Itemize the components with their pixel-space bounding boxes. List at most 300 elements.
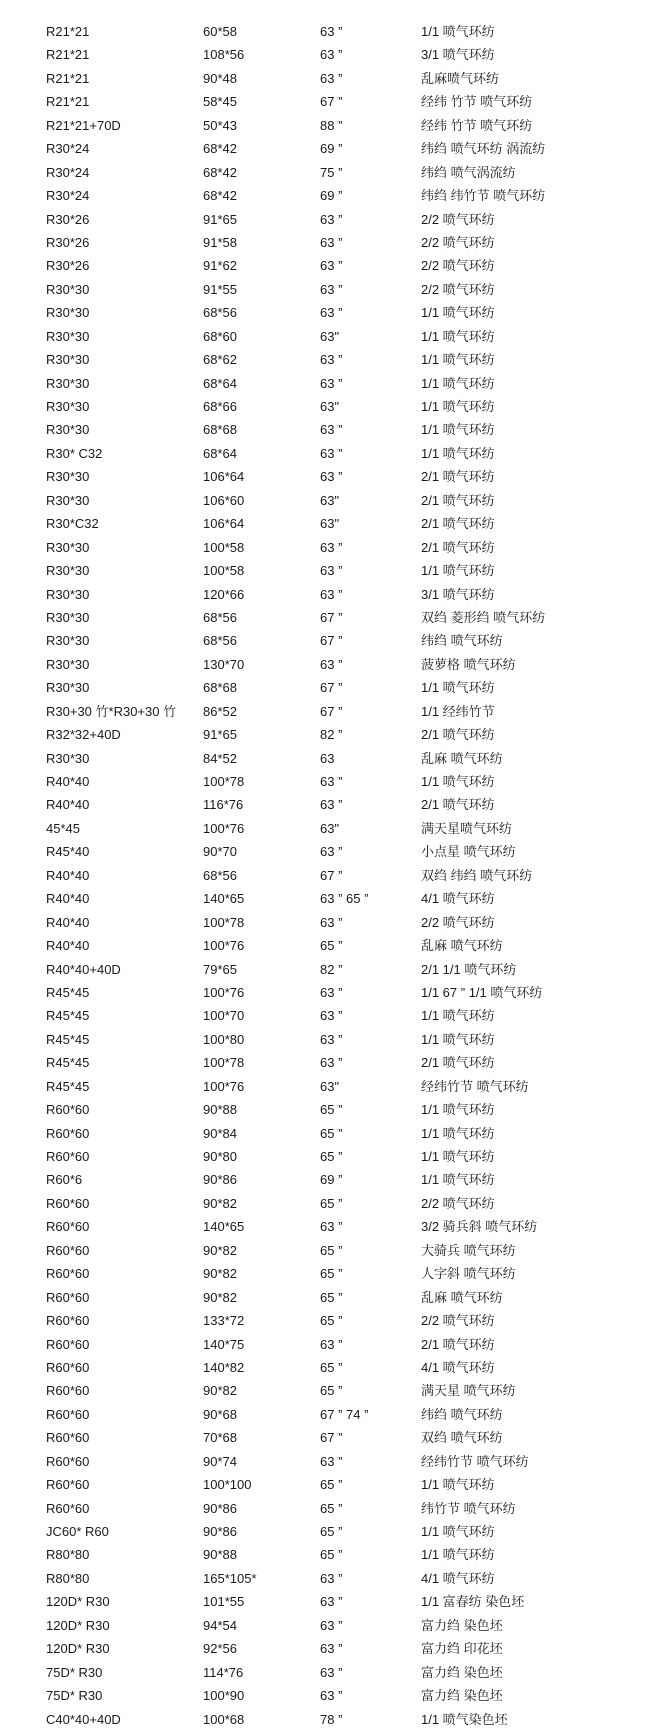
density-cell: 91*62 <box>203 258 237 274</box>
yarn-count-cell: R30*30 <box>46 680 90 696</box>
yarn-count-cell: R30*24 <box>46 164 90 180</box>
weave-description-cell: 人字斜 喷气环纺 <box>421 1266 516 1282</box>
density-cell: 100*70 <box>203 1008 245 1024</box>
width-cell: 63 ” <box>320 1008 343 1024</box>
yarn-count-cell: R60*6 <box>46 1172 83 1188</box>
density-cell: 94*54 <box>203 1617 237 1633</box>
width-cell: 63 ” <box>320 305 343 321</box>
table-row <box>0 606 661 629</box>
density-cell: 90*84 <box>203 1125 237 1141</box>
width-cell: 63 ” <box>320 1570 343 1586</box>
width-cell: 63 ” <box>320 234 343 250</box>
weave-description-cell: 2/1 喷气环纺 <box>421 492 495 508</box>
density-cell: 165*105* <box>203 1570 257 1586</box>
density-cell: 70*68 <box>203 1430 237 1446</box>
density-cell: 116*76 <box>203 797 244 813</box>
yarn-count-cell: R60*60 <box>46 1313 90 1329</box>
density-cell: 84*52 <box>203 750 237 766</box>
table-row <box>0 1661 661 1684</box>
table-row <box>0 583 661 606</box>
table-row <box>0 793 661 816</box>
table-row <box>0 840 661 863</box>
width-cell: 65 ” <box>320 1477 343 1493</box>
density-cell: 140*82 <box>203 1359 245 1375</box>
yarn-count-cell: R60*60 <box>46 1406 90 1422</box>
density-cell: 100*58 <box>203 563 245 579</box>
yarn-count-cell: R40*40 <box>46 774 90 789</box>
width-cell: 63 ” <box>320 563 343 579</box>
density-cell: 68*68 <box>203 422 237 438</box>
width-cell: 63 ” <box>320 1617 343 1633</box>
table-row <box>0 1567 661 1590</box>
weave-description-cell: 乱麻 喷气环纺 <box>421 1289 503 1305</box>
table-row <box>0 1426 661 1449</box>
width-cell: 65 ” <box>320 1195 343 1211</box>
width-cell: 65 ” <box>320 1242 343 1258</box>
density-cell: 90*82 <box>203 1289 237 1305</box>
weave-description-cell: 经纬竹节 喷气环纺 <box>421 1078 529 1094</box>
table-row <box>0 1637 661 1660</box>
density-cell: 100*68 <box>203 1711 245 1727</box>
density-cell: 100*76 <box>203 984 245 1000</box>
yarn-count-cell: R30*C32 <box>46 516 99 532</box>
table-row <box>0 1028 661 1051</box>
width-cell: 67 ” <box>320 680 343 696</box>
table-row <box>0 1614 661 1637</box>
weave-description-cell: 4/1 喷气环纺 <box>421 891 495 907</box>
yarn-count-cell: R30*26 <box>46 258 90 274</box>
table-row <box>0 981 661 1004</box>
width-cell: 63 ” <box>320 70 343 86</box>
table-row <box>0 770 661 793</box>
width-cell: 63 ” <box>320 47 343 63</box>
width-cell: 63" <box>320 1078 340 1094</box>
yarn-count-cell: R60*60 <box>46 1219 90 1235</box>
table-row <box>0 1098 661 1121</box>
weave-description-cell: 2/1 1/1 喷气环纺 <box>421 961 517 977</box>
table-row <box>0 489 661 512</box>
yarn-count-cell: JC60* R60 <box>46 1524 109 1539</box>
density-cell: 100*80 <box>203 1031 245 1047</box>
density-cell: 100*78 <box>203 1055 245 1071</box>
weave-description-cell: 2/2 喷气环纺 <box>421 1313 495 1329</box>
weave-description-cell: 1/1 喷气环纺 <box>421 445 495 461</box>
density-cell: 100*100 <box>203 1477 252 1493</box>
width-cell: 67 ” <box>320 1430 343 1446</box>
table-row <box>0 114 661 137</box>
yarn-count-cell: R21*21 <box>46 47 90 63</box>
yarn-count-cell: R30*26 <box>46 211 90 227</box>
yarn-count-cell: R21*21 <box>46 70 90 86</box>
table-row <box>0 512 661 535</box>
width-cell: 67 ” <box>320 703 343 719</box>
width-cell: 63 ” <box>320 281 343 297</box>
table-row <box>0 208 661 231</box>
density-cell: 50*43 <box>203 117 237 133</box>
yarn-count-cell: R40*40 <box>46 867 90 883</box>
table-row <box>0 1356 661 1379</box>
yarn-count-cell: R32*32+40D <box>46 727 121 743</box>
density-cell: 90*68 <box>203 1406 237 1422</box>
width-cell: 63 ” <box>320 1688 343 1704</box>
table-row <box>0 958 661 981</box>
weave-description-cell: 乱麻 喷气环纺 <box>421 750 503 766</box>
width-cell: 65 ” <box>320 1383 343 1399</box>
weave-description-cell: 1/1 67 ” 1/1 喷气环纺 <box>421 984 543 1000</box>
density-cell: 140*65 <box>203 891 245 907</box>
density-cell: 114*76 <box>203 1664 244 1680</box>
width-cell: 63 ” <box>320 1594 343 1610</box>
width-cell: 63 ” <box>320 656 343 672</box>
table-row <box>0 934 661 957</box>
width-cell: 63 ” 65 ” <box>320 891 369 907</box>
density-cell: 68*56 <box>203 867 237 883</box>
table-row <box>0 1192 661 1215</box>
density-cell: 68*64 <box>203 445 237 461</box>
yarn-count-cell: R30*30 <box>46 469 90 485</box>
width-cell: 63" <box>320 820 340 836</box>
fabric-spec-table <box>0 20 661 1731</box>
width-cell: 69 ” <box>320 1172 343 1188</box>
width-cell: 82 ” <box>320 727 343 743</box>
yarn-count-cell: 75D* R30 <box>46 1688 103 1704</box>
yarn-count-cell: R60*60 <box>46 1430 90 1446</box>
density-cell: 106*64 <box>203 516 245 532</box>
weave-description-cell: 2/2 喷气环纺 <box>421 281 495 297</box>
yarn-count-cell: R30*30 <box>46 539 90 555</box>
weave-description-cell: 1/1 喷气环纺 <box>421 1547 495 1563</box>
weave-description-cell: 2/1 喷气环纺 <box>421 516 495 532</box>
density-cell: 90*86 <box>203 1500 237 1516</box>
yarn-count-cell: R30*24 <box>46 188 90 204</box>
weave-description-cell: 3/1 喷气环纺 <box>421 586 495 602</box>
yarn-count-cell: R30*30 <box>46 399 90 414</box>
yarn-count-cell: 120D* R30 <box>46 1641 110 1657</box>
density-cell: 60*58 <box>203 24 237 39</box>
density-cell: 68*42 <box>203 141 237 157</box>
weave-description-cell: 双绉 纬绉 喷气环纺 <box>421 867 533 883</box>
density-cell: 140*75 <box>203 1336 245 1352</box>
yarn-count-cell: 45*45 <box>46 820 80 836</box>
yarn-count-cell: R30*30 <box>46 328 90 344</box>
yarn-count-cell: R30*30 <box>46 656 90 672</box>
table-row <box>0 254 661 277</box>
table-row <box>0 1543 661 1566</box>
density-cell: 100*58 <box>203 539 245 555</box>
yarn-count-cell: R21*21 <box>46 24 90 39</box>
weave-description-cell: 乱麻喷气环纺 <box>421 70 500 86</box>
yarn-count-cell: R60*60 <box>46 1289 90 1305</box>
density-cell: 106*64 <box>203 469 245 485</box>
yarn-count-cell: R60*60 <box>46 1125 90 1141</box>
table-row <box>0 20 661 43</box>
weave-description-cell: 1/1 喷气环纺 <box>421 680 495 696</box>
density-cell: 68*62 <box>203 352 237 368</box>
table-row <box>0 67 661 90</box>
yarn-count-cell: R30*30 <box>46 586 90 602</box>
density-cell: 90*70 <box>203 844 237 860</box>
width-cell: 63 <box>320 750 335 766</box>
yarn-count-cell: R30*30 <box>46 563 90 579</box>
table-row <box>0 1590 661 1613</box>
weave-description-cell: 经纬 竹节 喷气环纺 <box>421 94 533 110</box>
width-cell: 63 ” <box>320 1055 343 1071</box>
yarn-count-cell: C40*40+40D <box>46 1711 121 1727</box>
yarn-count-cell: R60*60 <box>46 1336 90 1352</box>
width-cell: 65 ” <box>320 1313 343 1329</box>
table-row <box>0 1497 661 1520</box>
table-row <box>0 1473 661 1496</box>
density-cell: 68*42 <box>203 188 237 204</box>
weave-description-cell: 1/1 喷气环纺 <box>421 1477 495 1493</box>
table-row <box>0 301 661 324</box>
density-cell: 108*56 <box>203 47 245 63</box>
weave-description-cell: 2/1 喷气环纺 <box>421 727 495 743</box>
density-cell: 68*42 <box>203 164 237 180</box>
width-cell: 65 ” <box>320 1149 343 1164</box>
table-row <box>0 1004 661 1027</box>
table-row <box>0 864 661 887</box>
table-row <box>0 911 661 934</box>
yarn-count-cell: R60*60 <box>46 1453 90 1469</box>
table-row <box>0 1403 661 1426</box>
weave-description-cell: 富力绉 染色坯 <box>421 1664 503 1680</box>
width-cell: 63 ” <box>320 586 343 602</box>
density-cell: 100*76 <box>203 1078 245 1094</box>
yarn-count-cell: R60*60 <box>46 1266 90 1282</box>
yarn-count-cell: R45*40 <box>46 844 90 860</box>
yarn-count-cell: R45*45 <box>46 1078 90 1094</box>
weave-description-cell: 2/1 喷气环纺 <box>421 469 495 485</box>
table-row <box>0 1262 661 1285</box>
density-cell: 90*82 <box>203 1242 237 1258</box>
yarn-count-cell: 75D* R30 <box>46 1664 103 1680</box>
yarn-count-cell: R30*30 <box>46 305 90 321</box>
weave-description-cell: 2/1 喷气环纺 <box>421 539 495 555</box>
density-cell: 68*64 <box>203 375 237 391</box>
weave-description-cell: 经纬 竹节 喷气环纺 <box>421 117 533 133</box>
density-cell: 68*66 <box>203 399 237 414</box>
yarn-count-cell: R40*40 <box>46 914 90 930</box>
width-cell: 63 ” <box>320 1336 343 1352</box>
table-row <box>0 887 661 910</box>
width-cell: 69 ” <box>320 141 343 157</box>
width-cell: 65 ” <box>320 1500 343 1516</box>
density-cell: 120*66 <box>203 586 245 602</box>
width-cell: 67 ” <box>320 867 343 883</box>
weave-description-cell: 1/1 喷气环纺 <box>421 1031 495 1047</box>
table-row <box>0 1215 661 1238</box>
weave-description-cell: 1/1 喷气环纺 <box>421 399 495 414</box>
table-row <box>0 43 661 66</box>
yarn-count-cell: R30*24 <box>46 141 90 157</box>
weave-description-cell: 2/2 喷气环纺 <box>421 258 495 274</box>
table-row <box>0 372 661 395</box>
width-cell: 67 ” <box>320 633 343 649</box>
table-row <box>0 348 661 371</box>
weave-description-cell: 纬绉 喷气环纺 涡流纺 <box>421 141 546 157</box>
weave-description-cell: 4/1 喷气环纺 <box>421 1570 495 1586</box>
width-cell: 67 ” <box>320 609 343 625</box>
weave-description-cell: 双绉 菱形绉 喷气环纺 <box>421 609 546 625</box>
width-cell: 65 ” <box>320 1266 343 1282</box>
density-cell: 90*88 <box>203 1102 237 1118</box>
yarn-count-cell: R40*40+40D <box>46 961 121 977</box>
yarn-count-cell: R60*60 <box>46 1102 90 1118</box>
table-row <box>0 465 661 488</box>
weave-description-cell: 1/1 喷气环纺 <box>421 1524 495 1539</box>
width-cell: 63 ” <box>320 984 343 1000</box>
yarn-count-cell: R80*80 <box>46 1547 90 1563</box>
width-cell: 63 ” <box>320 1664 343 1680</box>
width-cell: 88 ” <box>320 117 343 133</box>
weave-description-cell: 1/1 喷气环纺 <box>421 352 495 368</box>
width-cell: 63" <box>320 328 340 344</box>
yarn-count-cell: R21*21+70D <box>46 117 121 133</box>
weave-description-cell: 满天星喷气环纺 <box>421 820 513 836</box>
weave-description-cell: 2/2 喷气环纺 <box>421 1195 495 1211</box>
weave-description-cell: 乱麻 喷气环纺 <box>421 938 503 954</box>
width-cell: 63 ” <box>320 24 343 39</box>
weave-description-cell: 双绉 喷气环纺 <box>421 1430 503 1446</box>
width-cell: 65 ” <box>320 1289 343 1305</box>
table-row <box>0 1520 661 1543</box>
density-cell: 101*55 <box>203 1594 245 1610</box>
table-row <box>0 700 661 723</box>
width-cell: 63 ” <box>320 375 343 391</box>
weave-description-cell: 3/2 骑兵斜 喷气环纺 <box>421 1219 538 1235</box>
yarn-count-cell: 120D* R30 <box>46 1594 110 1610</box>
density-cell: 58*45 <box>203 94 237 110</box>
yarn-count-cell: R40*40 <box>46 891 90 907</box>
weave-description-cell: 1/1 喷气环纺 <box>421 1102 495 1118</box>
weave-description-cell: 1/1 喷气环纺 <box>421 375 495 391</box>
table-row <box>0 1379 661 1402</box>
density-cell: 90*82 <box>203 1383 237 1399</box>
width-cell: 63 ” <box>320 914 343 930</box>
yarn-count-cell: R30*26 <box>46 234 90 250</box>
weave-description-cell: 满天星 喷气环纺 <box>421 1383 516 1399</box>
table-row <box>0 1122 661 1145</box>
yarn-count-cell: R45*45 <box>46 1055 90 1071</box>
table-row <box>0 1239 661 1262</box>
table-row <box>0 395 661 418</box>
weave-description-cell: 富力绉 印花坯 <box>421 1641 503 1657</box>
density-cell: 90*80 <box>203 1149 237 1164</box>
width-cell: 67 ” 74 ” <box>320 1406 369 1422</box>
width-cell: 63 ” <box>320 1219 343 1235</box>
table-row <box>0 1286 661 1309</box>
table-row <box>0 817 661 840</box>
yarn-count-cell: R80*80 <box>46 1570 90 1586</box>
density-cell: 68*68 <box>203 680 237 696</box>
yarn-count-cell: R60*60 <box>46 1500 90 1516</box>
weave-description-cell: 1/1 喷气染色坯 <box>421 1711 508 1727</box>
weave-description-cell: 2/1 喷气环纺 <box>421 797 495 813</box>
density-cell: 100*78 <box>203 914 245 930</box>
weave-description-cell: 1/1 喷气环纺 <box>421 422 495 438</box>
table-row <box>0 559 661 582</box>
width-cell: 65 ” <box>320 1125 343 1141</box>
width-cell: 63 ” <box>320 422 343 438</box>
density-cell: 68*56 <box>203 633 237 649</box>
width-cell: 65 ” <box>320 1359 343 1375</box>
table-row <box>0 231 661 254</box>
weave-description-cell: 富力绉 染色坯 <box>421 1617 503 1633</box>
width-cell: 63 ” <box>320 1031 343 1047</box>
weave-description-cell: 1/1 喷气环纺 <box>421 1125 495 1141</box>
table-row <box>0 1333 661 1356</box>
yarn-count-cell: R30*30 <box>46 352 90 368</box>
yarn-count-cell: R30+30 竹*R30+30 竹 <box>46 703 177 719</box>
density-cell: 90*48 <box>203 70 237 86</box>
density-cell: 91*65 <box>203 211 237 227</box>
density-cell: 79*65 <box>203 961 237 977</box>
table-row <box>0 161 661 184</box>
yarn-count-cell: R40*40 <box>46 938 90 954</box>
width-cell: 63 ” <box>320 774 343 789</box>
table-row <box>0 676 661 699</box>
weave-description-cell: 1/1 喷气环纺 <box>421 305 495 321</box>
weave-description-cell: 菠萝格 喷气环纺 <box>421 656 516 672</box>
weave-description-cell: 纬绉 纬竹节 喷气环纺 <box>421 188 546 204</box>
table-row <box>0 184 661 207</box>
width-cell: 63" <box>320 399 340 414</box>
width-cell: 63 ” <box>320 211 343 227</box>
density-cell: 90*86 <box>203 1172 237 1188</box>
width-cell: 63 ” <box>320 797 343 813</box>
weave-description-cell: 纬绉 喷气涡流纺 <box>421 164 516 180</box>
width-cell: 75 ” <box>320 164 343 180</box>
yarn-count-cell: R45*45 <box>46 984 90 1000</box>
weave-description-cell: 大骑兵 喷气环纺 <box>421 1242 516 1258</box>
yarn-count-cell: R60*60 <box>46 1195 90 1211</box>
yarn-count-cell: R30*30 <box>46 750 90 766</box>
table-row <box>0 747 661 770</box>
density-cell: 68*56 <box>203 609 237 625</box>
density-cell: 140*65 <box>203 1219 245 1235</box>
table-row <box>0 442 661 465</box>
weave-description-cell: 1/1 喷气环纺 <box>421 1008 495 1024</box>
weave-description-cell: 纬绉 喷气环纺 <box>421 1406 503 1422</box>
density-cell: 90*88 <box>203 1547 237 1563</box>
weave-description-cell: 4/1 喷气环纺 <box>421 1359 495 1375</box>
table-row <box>0 1168 661 1191</box>
yarn-count-cell: R30*30 <box>46 492 90 508</box>
weave-description-cell: 1/1 喷气环纺 <box>421 563 495 579</box>
weave-description-cell: 2/1 喷气环纺 <box>421 1055 495 1071</box>
width-cell: 82 ” <box>320 961 343 977</box>
weave-description-cell: 2/2 喷气环纺 <box>421 914 495 930</box>
density-cell: 90*86 <box>203 1524 237 1539</box>
density-cell: 133*72 <box>203 1313 245 1329</box>
weave-description-cell: 经纬竹节 喷气环纺 <box>421 1453 529 1469</box>
width-cell: 63" <box>320 516 340 532</box>
width-cell: 69 ” <box>320 188 343 204</box>
weave-description-cell: 1/1 喷气环纺 <box>421 328 495 344</box>
table-row <box>0 137 661 160</box>
weave-description-cell: 1/1 经纬竹节 <box>421 703 495 719</box>
density-cell: 91*58 <box>203 234 237 250</box>
yarn-count-cell: R30*30 <box>46 375 90 391</box>
weave-description-cell: 2/2 喷气环纺 <box>421 234 495 250</box>
weave-description-cell: 2/1 喷气环纺 <box>421 1336 495 1352</box>
density-cell: 106*60 <box>203 492 245 508</box>
density-cell: 100*76 <box>203 938 245 954</box>
yarn-count-cell: 120D* R30 <box>46 1617 110 1633</box>
weave-description-cell: 1/1 喷气环纺 <box>421 1149 495 1164</box>
density-cell: 90*82 <box>203 1266 237 1282</box>
